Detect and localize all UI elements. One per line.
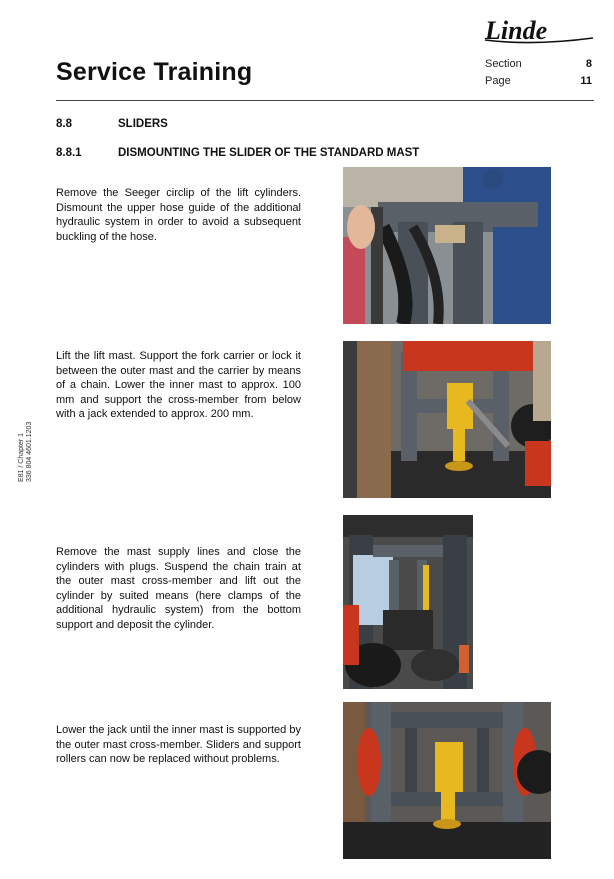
page-label: Page	[485, 75, 511, 87]
page-title: Service Training	[56, 58, 253, 86]
section-label: Section	[485, 58, 522, 70]
heading-1-text: SLIDERS	[118, 118, 168, 130]
step-1-photo	[343, 167, 551, 324]
step-3-photo	[343, 515, 473, 689]
step-2-photo	[343, 341, 551, 498]
step-4-text: Lower the jack until the inner mast is supported by the outer mast cross-member. Sliders and support rollers can now be replaced without problems.	[56, 724, 301, 766]
step-3-text: Remove the mast supply lines and close the cylinders with plugs. Suspend the chain train at the outer mast cross-member and lift out the cylinder by suited means (here clamps of the additional hydraulic system) from the bottom support and deposit the cylinder.	[56, 546, 301, 631]
linde-logo	[483, 14, 595, 46]
page-value: 11	[580, 75, 592, 87]
side-note-line1: E81 / Chapter 1	[18, 432, 25, 482]
section-value: 8	[585, 58, 592, 70]
side-note-line2: 336 804 4601.1203	[26, 421, 33, 482]
logo-text: Linde	[485, 16, 548, 45]
step-1-text: Remove the Seeger circlip of the lift cylinders. Dismount the upper hose guide of the additional hydraulic system in order to avoid a subsequent buckling of the hose.	[56, 187, 301, 243]
heading-1-number: 8.8	[56, 118, 72, 130]
side-note	[18, 422, 34, 482]
step-2-text: Lift the lift mast. Support the fork carrier or lock it between the outer mast and the carrier by means of a chain. Lower the inner mast to approx. 100 mm and support the cross-member from below with a jack extended to approx. 200 mm.	[56, 350, 301, 421]
step-4-photo	[343, 702, 551, 859]
heading-2-number: 8.8.1	[56, 147, 82, 159]
heading-2-text: DISMOUNTING THE SLIDER OF THE STANDARD MAST	[118, 147, 420, 159]
header-divider	[56, 100, 594, 101]
